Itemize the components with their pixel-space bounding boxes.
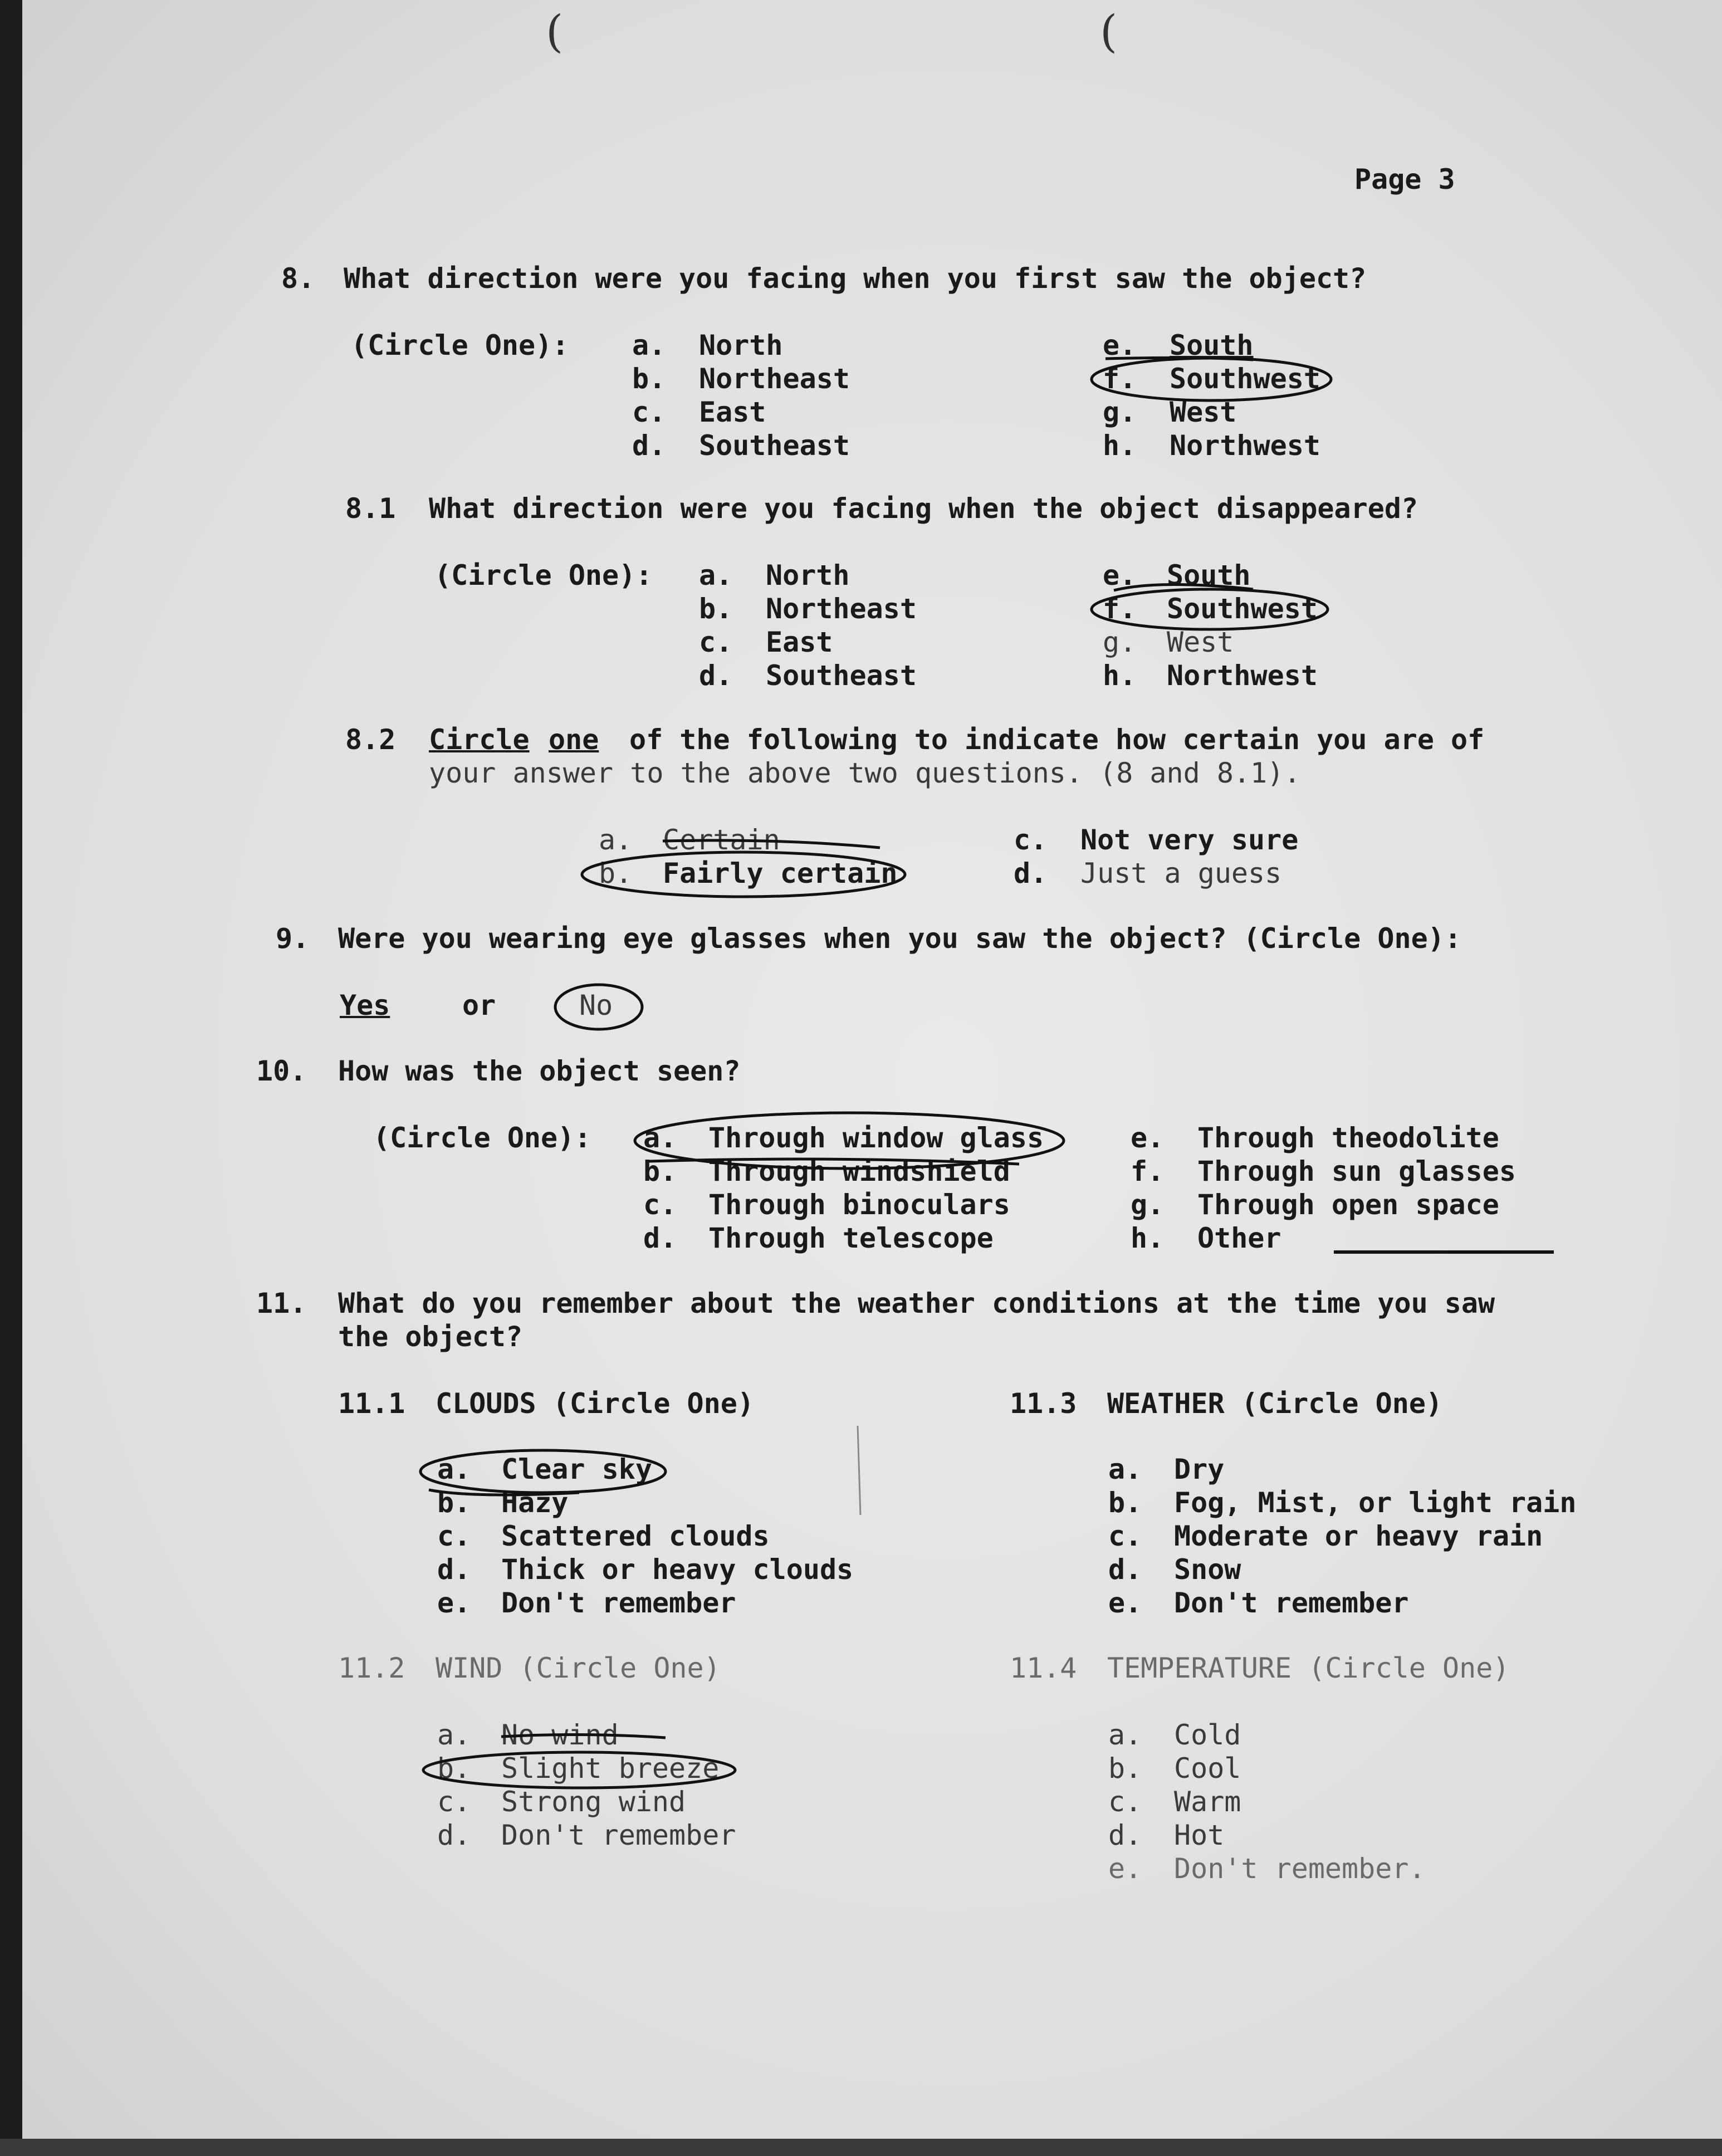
q8-1-option-southwest[interactable]: Southwest [1167,593,1318,625]
wind-selection-circle [423,1752,735,1788]
q8-1-number: 8.1 [345,492,396,525]
clouds-option-clear-sky[interactable]: Clear sky [501,1453,652,1485]
q8-2-number: 8.2 [345,723,396,756]
q9-yes[interactable]: Yes [340,989,390,1021]
clouds-option-dont-remember[interactable]: Don't remember [501,1587,736,1619]
page-crease-mark [858,1426,860,1515]
q8-option-letter: h. [1103,429,1137,462]
q8-option-north[interactable]: North [699,329,783,361]
top-mark-left: ( [546,6,564,57]
q11-3-number: 11.3 [1010,1387,1077,1420]
q8-option-letter: f. [1103,363,1137,395]
q8-option-east[interactable]: East [699,396,766,428]
q9-or: or [462,989,496,1021]
q8-option-northeast[interactable]: Northeast [699,363,850,395]
temperature-option-letter: d. [1108,1819,1142,1851]
q9-number: 9. [276,922,310,955]
wind-option-slight-breeze[interactable]: Slight breeze [501,1752,720,1785]
q8-option-letter: g. [1103,396,1137,428]
q10-circle-label: (Circle One): [373,1122,591,1154]
q8-2-selection-circle [582,852,905,897]
clouds-option-letter: d. [437,1553,471,1586]
q10-option-letter: h. [1131,1222,1165,1254]
q8-2-question: of the following to indicate how certain you are of [629,723,1485,756]
q10-option-telescope[interactable]: Through telescope [708,1222,994,1254]
q11-2-title: WIND (Circle One) [436,1652,721,1684]
q8-option-west[interactable]: West [1170,396,1237,428]
q9-no[interactable]: No [579,989,613,1021]
q8-2-certain-strike [663,840,880,848]
q8-2-option-letter: b. [599,857,633,889]
weather-option-letter: c. [1108,1520,1142,1552]
q10-number: 10. [256,1055,307,1087]
q8-option-northwest[interactable]: Northwest [1170,429,1320,462]
weather-option-dry[interactable]: Dry [1174,1453,1225,1485]
q11-1-number: 11.1 [338,1387,405,1420]
temperature-option-hot[interactable]: Hot [1174,1819,1225,1851]
q10-option-other[interactable]: Other [1197,1222,1281,1254]
q8-1-option-northwest[interactable]: Northwest [1167,659,1318,692]
q8-1-option-letter: a. [699,559,733,591]
q10-option-windshield[interactable]: Through windshield [708,1155,1010,1187]
q10-option-letter: d. [643,1222,677,1254]
clouds-option-letter: e. [437,1587,471,1619]
q8-1-question: What direction were you facing when the object disappeared? [429,492,1418,525]
temperature-option-cold[interactable]: Cold [1174,1719,1241,1751]
q8-1-option-letter: d. [699,659,733,692]
q8-option-letter: d. [632,429,666,462]
weather-option-moderate-rain[interactable]: Moderate or heavy rain [1174,1520,1543,1552]
clouds-option-hazy[interactable]: Hazy [501,1487,569,1519]
q8-1-option-west[interactable]: West [1167,626,1234,658]
q8-option-southeast[interactable]: Southeast [699,429,850,462]
top-mark-right: ( [1100,6,1118,57]
clouds-option-thick[interactable]: Thick or heavy clouds [501,1553,854,1586]
temperature-option-letter: c. [1108,1786,1142,1818]
q8-1-option-letter: c. [699,626,733,658]
weather-option-snow[interactable]: Snow [1174,1553,1241,1586]
q10-option-open-space[interactable]: Through open space [1197,1189,1499,1221]
q8-2-option-not-very-sure[interactable]: Not very sure [1080,824,1299,856]
q8-1-option-north[interactable]: North [766,559,850,591]
q8-1-option-letter: g. [1103,626,1137,658]
q10-question: How was the object seen? [338,1055,741,1087]
wind-option-letter: b. [437,1752,471,1785]
q8-2-option-fairly-certain[interactable]: Fairly certain [663,857,898,889]
q11-1-title: CLOUDS (Circle One) [436,1387,754,1420]
wind-no-wind-strike [501,1734,666,1738]
clouds-option-scattered[interactable]: Scattered clouds [501,1520,770,1552]
q11-2-number: 11.2 [338,1652,405,1684]
q8-1-option-south[interactable]: South [1167,559,1251,591]
q8-1-selection-circle [1092,589,1328,629]
q8-1-option-letter: h. [1103,659,1137,692]
q9-question: Were you wearing eye glasses when you saw the object? (Circle One): [338,922,1461,955]
q8-circle-label: (Circle One): [351,329,569,361]
wind-option-strong-wind[interactable]: Strong wind [501,1786,686,1818]
q10-option-letter: b. [643,1155,677,1187]
q10-option-theodolite[interactable]: Through theodolite [1197,1122,1499,1154]
page-number: Page 3 [1354,163,1455,195]
q8-2-option-letter: c. [1014,824,1048,856]
weather-option-letter: b. [1108,1487,1142,1519]
q10-option-sun-glasses[interactable]: Through sun glasses [1197,1155,1516,1187]
weather-option-dont-remember[interactable]: Don't remember [1174,1587,1409,1619]
wind-option-letter: c. [437,1786,471,1818]
q8-2-circle-word: Circle [429,723,530,756]
q8-option-south[interactable]: South [1170,329,1254,361]
q8-question: What direction were you facing when you first saw the object? [344,262,1367,295]
temperature-option-letter: b. [1108,1752,1142,1785]
clouds-option-letter: c. [437,1520,471,1552]
q8-option-letter: c. [632,396,666,428]
q8-option-letter: b. [632,363,666,395]
q8-2-question-line2: your answer to the above two questions. (8 and 8.1). [429,757,1301,789]
q8-1-option-east[interactable]: East [766,626,833,658]
q8-option-letter: a. [632,329,666,361]
temperature-option-letter: e. [1108,1852,1142,1885]
q11-3-title: WEATHER (Circle One) [1107,1387,1443,1420]
wind-option-no-wind[interactable]: No wind [501,1719,619,1751]
q8-2-option-letter: d. [1014,857,1048,889]
q8-option-southwest[interactable]: Southwest [1170,363,1320,395]
q9-selection-circle [555,985,642,1029]
q8-2-option-certain[interactable]: Certain [663,824,780,856]
temperature-option-dont-remember[interactable]: Don't remember. [1174,1852,1426,1885]
temperature-option-cool[interactable]: Cool [1174,1752,1241,1785]
q11-4-number: 11.4 [1010,1652,1077,1684]
clouds-selection-circle [420,1450,666,1493]
q8-1-option-letter: e. [1103,559,1137,591]
weather-option-fog[interactable]: Fog, Mist, or light rain [1174,1487,1577,1519]
q8-option-letter: e. [1103,329,1137,361]
q8-2-option-just-a-guess[interactable]: Just a guess [1080,857,1282,889]
wind-option-letter: a. [437,1719,471,1751]
clouds-option-letter: b. [437,1487,471,1519]
q8-1-option-northeast[interactable]: Northeast [766,593,917,625]
q10-option-letter: g. [1131,1189,1165,1221]
q10-option-letter: e. [1131,1122,1165,1154]
wind-option-letter: d. [437,1819,471,1851]
q8-number: 8. [281,262,315,295]
wind-option-dont-remember[interactable]: Don't remember [501,1819,736,1851]
q8-1-option-letter: f. [1103,593,1137,625]
temperature-option-letter: a. [1108,1719,1142,1751]
q11-4-title: TEMPERATURE (Circle One) [1107,1652,1510,1684]
weather-option-letter: d. [1108,1553,1142,1586]
q11-question-line2: the object? [338,1321,523,1353]
q10-option-window-glass[interactable]: Through window glass [708,1122,1044,1154]
temperature-option-warm[interactable]: Warm [1174,1786,1241,1818]
q10-option-letter: f. [1131,1155,1165,1187]
q8-1-option-letter: b. [699,593,733,625]
q8-2-option-letter: a. [599,824,633,856]
q8-1-option-southeast[interactable]: Southeast [766,659,917,692]
q11-number: 11. [256,1287,307,1319]
weather-option-letter: a. [1108,1453,1142,1485]
weather-option-letter: e. [1108,1587,1142,1619]
q10-option-letter: a. [643,1122,677,1154]
q10-option-binoculars[interactable]: Through binoculars [708,1189,1010,1221]
q10-option-letter: c. [643,1189,677,1221]
q8-1-circle-label: (Circle One): [434,559,653,591]
clouds-option-letter: a. [437,1453,471,1485]
q8-2-one-word: one [549,723,599,756]
q8-selection-circle [1092,358,1331,400]
q11-question-line1: What do you remember about the weather conditions at the time you saw [338,1287,1495,1319]
